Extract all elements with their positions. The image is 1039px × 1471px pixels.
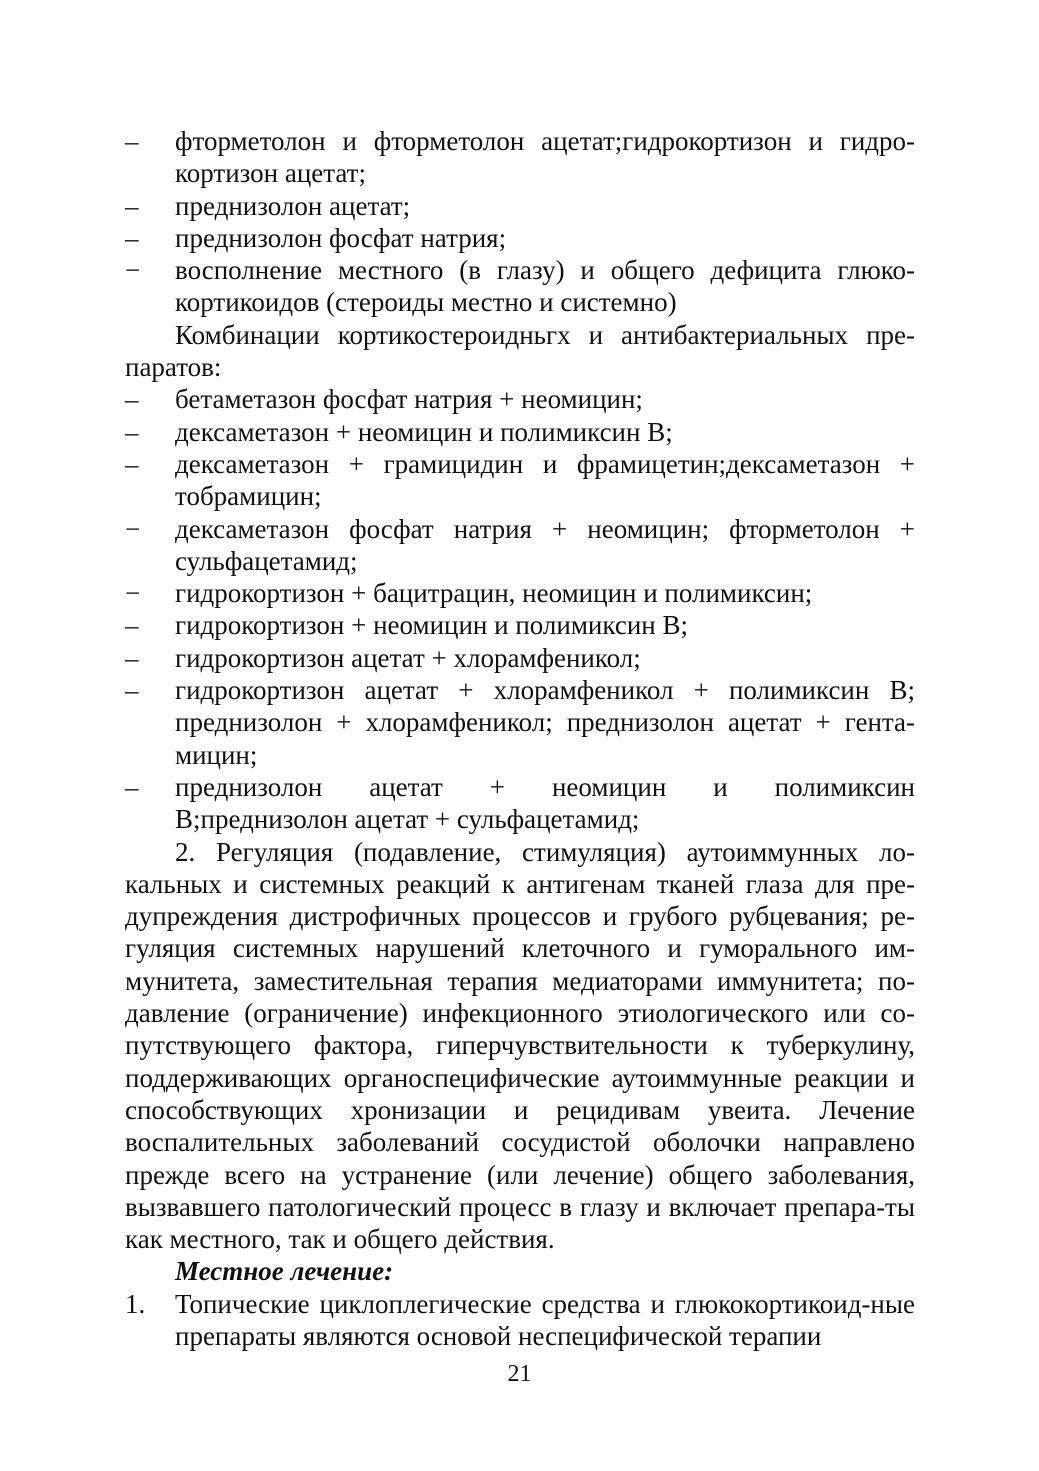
list-item-text: преднизолон ацетат; <box>175 190 411 221</box>
list-dash: – <box>125 610 139 641</box>
combination-intro: Комбинации кортикостероидньгх и антибактериальных пре-паратов: <box>125 319 915 383</box>
list-item-text-line: преднизолон ацетат + неомицин и полимиксин <box>175 771 915 802</box>
list-item-text: гидрокортизон ацетат + хлорамфеникол + полимиксин B; преднизолон + хлорамфеникол; преднизолон ацетат + гента-мицин; <box>175 675 915 770</box>
list-item <box>125 577 915 609</box>
list-dash: – <box>125 675 139 706</box>
page-number: 21 <box>507 1361 532 1387</box>
list-dash: – <box>125 771 139 802</box>
list-item-text-line: B;преднизолон ацетат + сульфацетамид; <box>175 804 640 835</box>
list-item-text: гидрокортизон ацетат + хлорамфеникол; <box>175 642 641 673</box>
list-item <box>125 254 915 319</box>
list-item <box>125 642 915 674</box>
list-item-text: фторметолон и фторметолон ацетат;гидрокортизон и гидро-кортизон ацетат; <box>175 126 915 189</box>
section-heading: Местное лечение: <box>175 1256 394 1287</box>
list-item-text: гидрокортизон + неомицин и полимиксин B; <box>175 610 688 641</box>
list-item-text: дексаметазон фосфат натрия + неомицин; фторметолон + сульфацетамид; <box>175 513 915 576</box>
list-dash: – <box>125 416 139 447</box>
list-item <box>125 609 915 641</box>
list-item <box>125 383 915 415</box>
list-item-text: преднизолон фосфат натрия; <box>175 222 507 253</box>
list-item <box>125 771 915 836</box>
list-item <box>125 222 915 254</box>
list-dash: – <box>125 222 139 253</box>
numbered-item <box>125 1288 915 1353</box>
item-number: 1. <box>125 1288 146 1319</box>
list-item <box>125 513 915 578</box>
list-dash: – <box>125 642 139 673</box>
list-item-text: дексаметазон + неомицин и полимиксин B; <box>175 416 673 447</box>
list-item-text: гидрокортизон + бацитрацин, неомицин и полимиксин; <box>175 578 813 609</box>
list-item <box>125 674 915 771</box>
page-content <box>125 125 915 1352</box>
list-dash: – <box>125 190 139 221</box>
list-dash: – <box>125 126 139 156</box>
list-dash: – <box>125 384 139 415</box>
list-item-text: бетаметазон фосфат натрия + неомицин; <box>175 384 643 415</box>
list-item-text: восполнение местного (в глазу) и общего дефицита глюко-кортикоидов (стероиды местно и системно) <box>175 255 915 318</box>
list-item <box>125 416 915 448</box>
body-paragraph: 2. Регуляция (подавление, стимуляция) аутоиммунных ло-кальных и системных реакций к антигенам тканей глаза для пре-дупреждения дистрофичных процессов и грубого рубцевания; ре-гуляция системных нарушений клеточного и гуморального им-мунитета, заместительная терапия медиаторами иммунитета; по-давление (ограничение) инфекционного этиологического или со-путствующего фактора, гиперчувствительности к туберкулину, поддерживающих органоспецифические аутоиммунные реакции и способствующих хронизации и рецидивам увеита. Лечение воспалительных заболеваний сосудистой оболочки направлено прежде всего на устранение (или лечение) общего заболевания, вызвавшего патологический процесс в глазу и включает препара-ты как местного, так и общего действия. <box>125 836 915 1255</box>
list-dash: − <box>125 578 141 609</box>
list-dash: − <box>125 255 141 286</box>
list-dash: − <box>125 513 141 544</box>
list-item <box>125 125 915 190</box>
list-dash: – <box>125 448 139 479</box>
list-item <box>125 190 915 222</box>
list-item-text: дексаметазон + грамицидин и фрамицетин;дексаметазон + тобрамицин; <box>175 448 915 512</box>
numbered-item-text: Топические циклоплегические средства и глюкокортикоид-ные препараты являются основой неспецифической терапии <box>175 1288 915 1351</box>
list-item <box>125 448 915 513</box>
